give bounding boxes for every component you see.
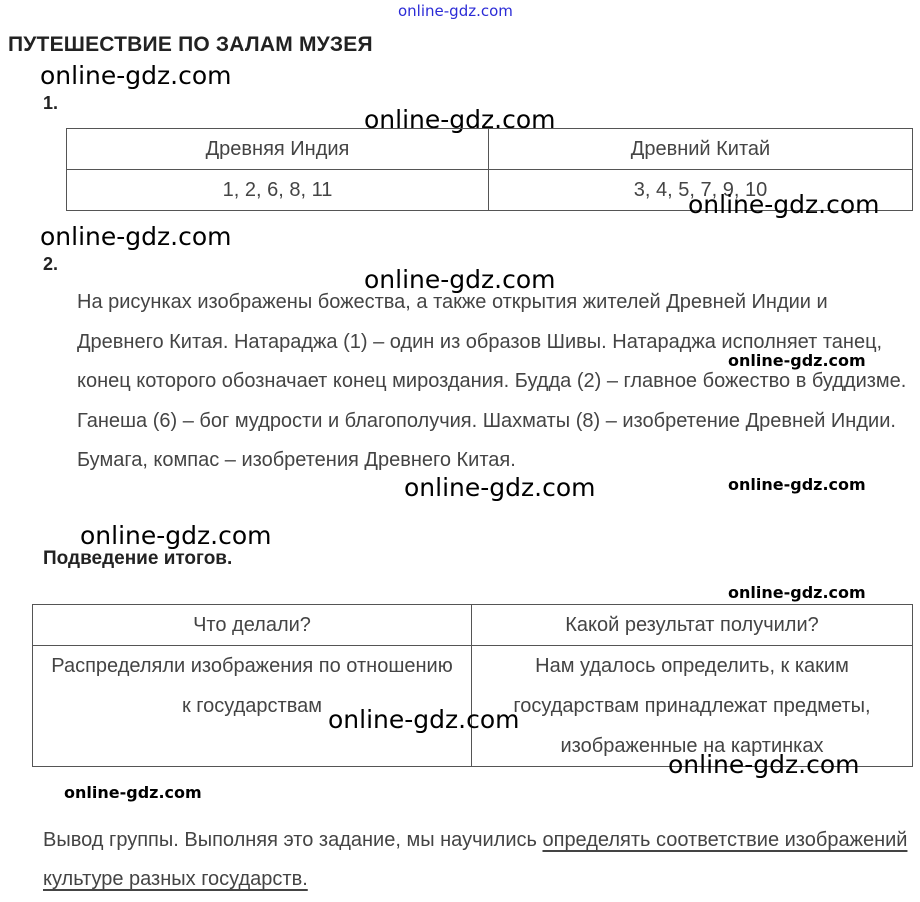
watermark: online-gdz.com <box>688 190 880 219</box>
watermark: online-gdz.com <box>728 583 866 602</box>
page-title: ПУТЕШЕСТВИЕ ПО ЗАЛАМ МУЗЕЯ <box>8 33 373 56</box>
table-cell-what-done: Распределяли изображения по отношению к государствам <box>33 646 472 767</box>
table-row <box>33 605 913 646</box>
table-cell-india: 1, 2, 6, 8, 11 <box>67 170 489 211</box>
table-cell-china: 3, 4, 5, 7, 9, 10 <box>489 170 913 211</box>
watermark: online-gdz.com <box>728 475 866 494</box>
table-cell-result: Нам удалось определить, к каким государствам принадлежат предметы, изображенные на картинках <box>472 646 913 767</box>
watermark: online-gdz.com <box>404 473 596 502</box>
watermark: online-gdz.com <box>80 521 272 550</box>
section-2-number: 2. <box>43 254 59 274</box>
summary-heading: Подведение итогов. <box>43 548 233 569</box>
watermark: online-gdz.com <box>668 750 860 779</box>
table-header-china: Древний Китай <box>489 129 913 170</box>
table-header-india: Древняя Индия <box>67 129 489 170</box>
watermark: online-gdz.com <box>364 265 556 294</box>
watermark: online-gdz.com <box>364 105 556 134</box>
conclusion-text: Вывод группы. Выполняя это задание, мы научились <box>43 829 543 851</box>
section-2-text: На рисунках изображены божества, а также открытия жителей Древней Индии и Древнего Китая. Натараджа (1) – один из образов Шивы. Натараджа исполняет танец, конец которого обозначает конец мироздания. Будда (2) – главное божество в буддизме. Ганеша (6) – бог мудрости и благополучия. Шахматы (8) – изобретение Древней Индии. Бумага, компас – изобретения Древнего Китая. <box>77 291 907 471</box>
group-conclusion <box>43 821 913 899</box>
watermark: online-gdz.com <box>40 61 232 90</box>
watermark: online-gdz.com <box>328 705 520 734</box>
table-header-result: Какой результат получили? <box>472 605 913 646</box>
watermark: online-gdz.com <box>728 351 866 370</box>
table-row <box>67 129 913 170</box>
conclusion-underlined: определять соответствие изображений культуре разных государств. <box>43 829 908 890</box>
watermark: online-gdz.com <box>64 783 202 802</box>
table-header-what-done: Что делали? <box>33 605 472 646</box>
watermark: online-gdz.com <box>40 222 232 251</box>
summary-table <box>32 604 913 767</box>
watermark-top: online-gdz.com <box>398 2 513 20</box>
section-1-number: 1. <box>43 93 59 113</box>
